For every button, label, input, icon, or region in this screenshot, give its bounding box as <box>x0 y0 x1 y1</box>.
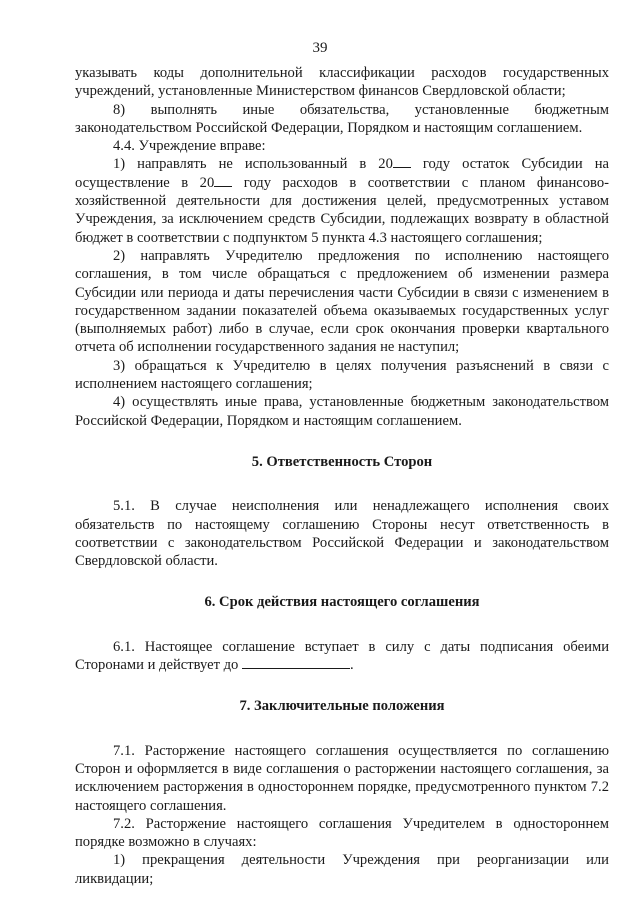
section-5-heading: 5. Ответственность Сторон <box>251 453 433 470</box>
paragraph-classification-codes: указывать коды дополнительной классификации расходов государственных учреждений, установленные Министерством финансов Свердловской области; <box>75 65 609 100</box>
paragraph-7-2: 7.2. Расторжение настоящего соглашения Учредителем в одностороннем порядке возможно в случаях: <box>75 815 609 851</box>
paragraph-7-2-item-1: 1) прекращения деятельности Учреждения при реорганизации или ликвидации; <box>75 852 609 887</box>
text-fragment: . <box>350 657 354 674</box>
document-body <box>75 64 609 888</box>
paragraph-4-4-item-4: 4) осуществлять иные права, установленные бюджетным законодательством Российской Федерации, Порядком и настоящим соглашением. <box>75 394 609 429</box>
paragraph-4-4-item-2: 2) направлять Учредителю предложения по исполнению настоящего соглашения, в том числе обращаться с предложением об изменении размера Субсидии или периода и даты перечисления части Субсидии в связи с изменением в государственном задании показателей объема оказываемых государственных услуг (выполняемых работ) либо в случае, если срок окончания проверки квартального отчета об исполнении государственного задания не наступил; <box>75 247 609 356</box>
section-7-heading: 7. Заключительные положения <box>239 698 445 715</box>
paragraph-4-4-heading: 4.4. Учреждение вправе: <box>113 138 266 155</box>
year-blank <box>214 186 232 187</box>
paragraph-5-1: 5.1. В случае неисполнения или ненадлежащего исполнения своих обязательств по настоящему соглашению Стороны несут ответственность в соответствии с законодательством Российской Федерации и законодательством Свердловской области. <box>75 498 609 570</box>
text-fragment: 1) направлять не использованный в 20 <box>113 156 393 173</box>
text-fragment: 6.1. Настоящее соглашение вступает в силу с даты подписания обеими Сторонами и действует до <box>75 638 609 674</box>
text-fragment: году остаток Субсидии на осуществление в 20 <box>75 156 609 191</box>
paragraph-4-3-item-8: 8) выполнять иные обязательства, установленные бюджетным законодательством Российской Федерации, Порядком и настоящим соглашением. <box>75 101 609 136</box>
year-blank <box>393 167 411 168</box>
text-fragment: году расходов в соответствии с планом финансово-хозяйственной деятельности для достижения целей, предусмотренных уставом Учреждения, за исключением средств Субсидии, подлежащих возврату в областной бюджет в соответствии с подпунктом 5 пункта 4.3 настоящего соглашения; <box>75 174 609 246</box>
page-number: 39 <box>312 40 328 56</box>
paragraph-7-1: 7.1. Расторжение настоящего соглашения осуществляется по соглашению Сторон и оформляется в виде соглашения о расторжении настоящего соглашения, за исключением расторжения в одностороннем порядке, предусмотренного пунктом 7.2 настоящего соглашения. <box>75 742 609 814</box>
paragraph-6-1 <box>75 638 609 675</box>
paragraph-4-4-item-3: 3) обращаться к Учредителю в целях получения разъяснений в связи с исполнением настоящего соглашения; <box>75 357 609 393</box>
paragraph-4-4-item-1 <box>75 155 609 246</box>
date-blank <box>242 668 350 669</box>
section-6-heading: 6. Срок действия настоящего соглашения <box>204 594 480 611</box>
